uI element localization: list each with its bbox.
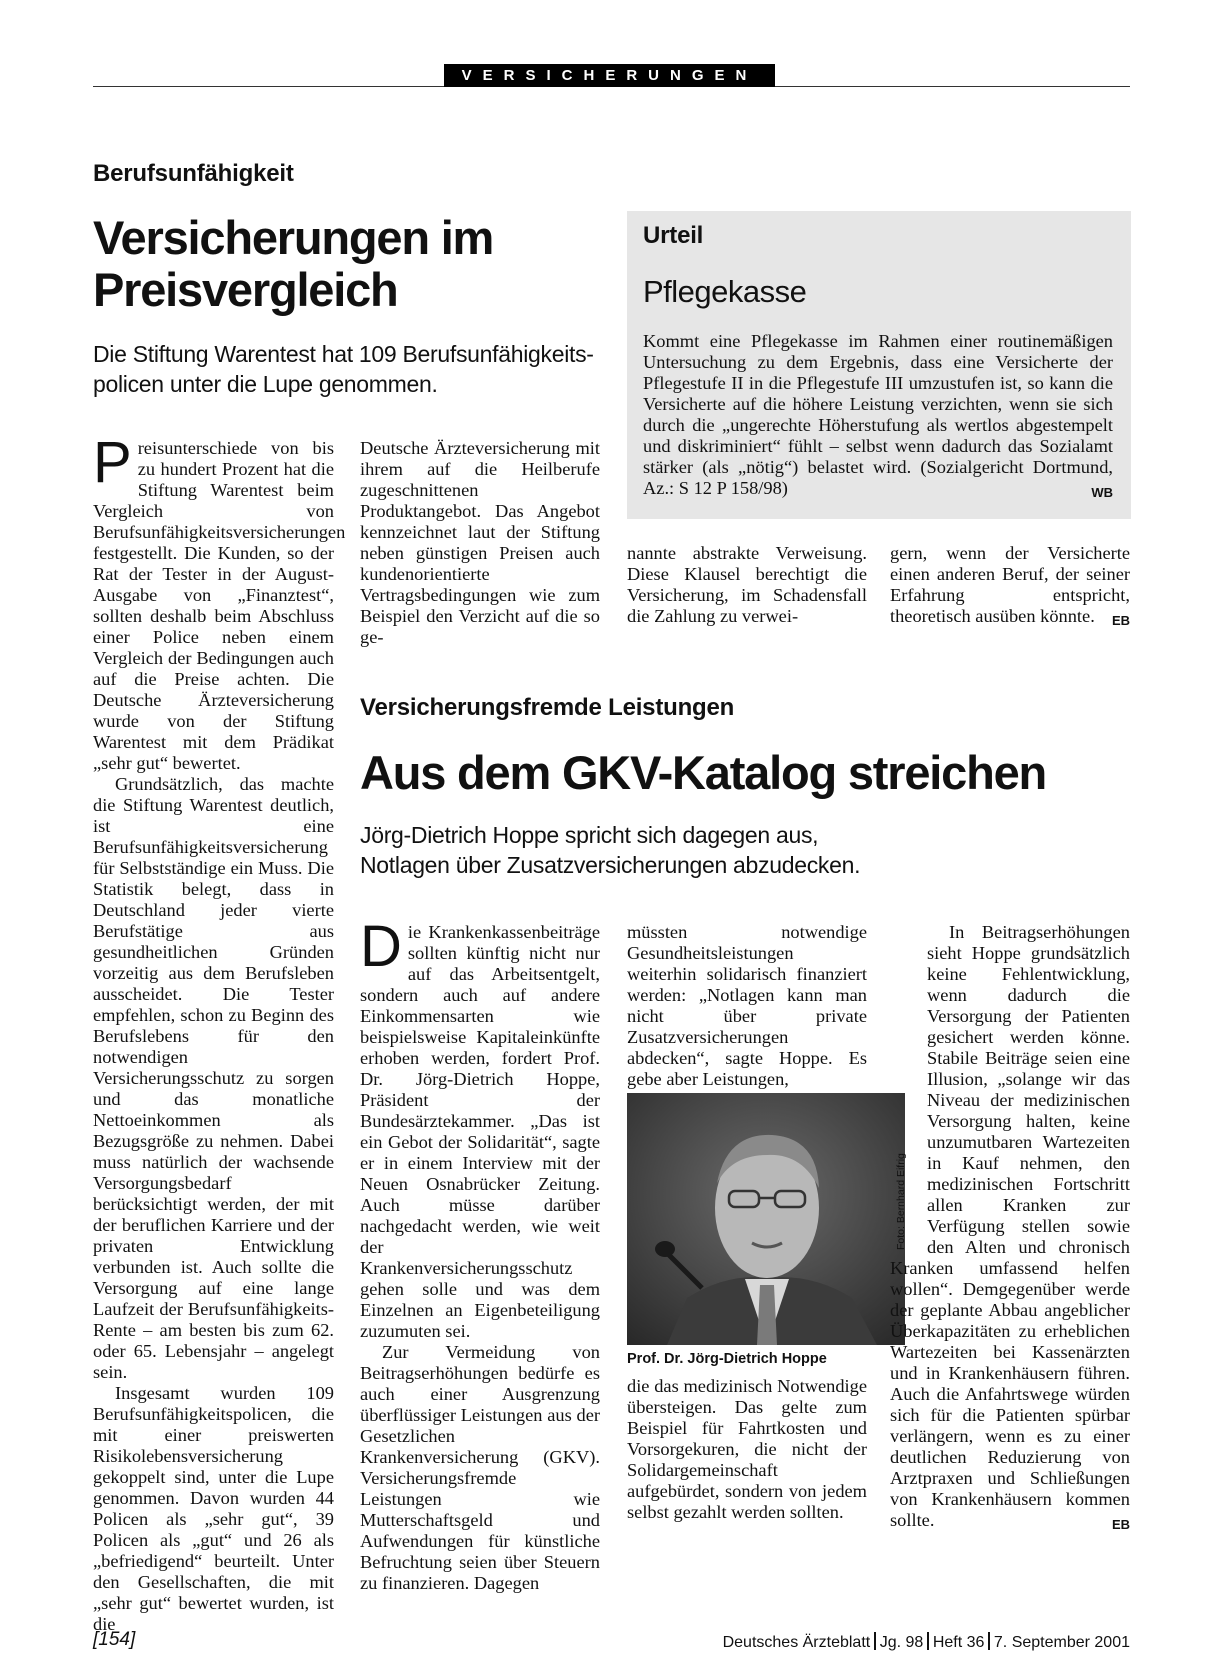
article1-kicker: Berufsunfähigkeit bbox=[93, 160, 294, 187]
article2-column-1: Die Krankenkassenbeiträge sollten künftig nicht nur auf das Arbeitsentgelt, sondern auch auf andere Einkommensarten wie beispielsweise Kapitaleinkünfte erhoben werden, fordert Prof. Dr. Jörg-Dietrich Hoppe, Präsident der Bundesärztekammer. „Das ist ein Gebot der Solidarität“, sagte er in einem Interview mit der Neuen Osnabrücker Zeitung. Auch müsse darüber nachgedacht werden, wie weit der Krankenversicherungsschutz gehen solle und was dem Einzelnen an Eigenbeteiligung zuzumuten sei. Zur Vermeidung von Beitragserhöhungen bedürfe es auch einer Ausgrenzung überflüssiger Leistungen aus der Gesetzlichen Krankenversicherung (GKV). Versicherungsfremde Leistungen wie Mutterschaftsgeld und Aufwendungen für künstliche Befruchtung seien über Steuern zu finanzieren. Dagegen bbox=[360, 914, 600, 1593]
article2-signature: EB bbox=[1111, 1517, 1130, 1532]
article2-kicker: Versicherungsfremde Leistungen bbox=[360, 694, 735, 721]
portrait-illustration bbox=[627, 1093, 905, 1345]
article1-deck: Die Stiftung Warentest hat 109 Berufsunfähigkeits- policen unter die Lupe genommen. bbox=[93, 341, 594, 397]
portrait-photo bbox=[627, 1093, 905, 1345]
article2-column-2a: müssten notwendige Gesundheitsleistungen weiterhin solidarisch finanziert werden: „Notlagen kann man nicht über private Zusatzversicherungen abdecken“, sagte Hoppe. Es gebe aber Leistungen, bbox=[627, 922, 867, 1089]
photo-wrap-spacer bbox=[890, 1069, 927, 1241]
section-label: VERSICHERUNGEN bbox=[444, 64, 775, 87]
article1-headline: Versicherungen im Preisvergleich bbox=[93, 211, 494, 316]
box-signature: WB bbox=[1091, 485, 1113, 500]
article1-column-3: nannte abstrakte Verweisung. Diese Klausel berechtigt die Versicherung, im Schadensfall die Zahlung zu verwei- bbox=[627, 543, 867, 626]
article1-signature: EB bbox=[1111, 613, 1130, 628]
photo-credit: Foto: Bernhard Eifrig bbox=[895, 1153, 907, 1250]
box-text: Kommt eine Pflegekasse im Rahmen einer routinemäßigen Untersuchung zu dem Ergebnis, dass eine Versicherte der Pflegestufe II in die Pflegestufe III umzustufen ist, so kann die Versicherte auf die höhere Leistung verzichten, wenn sie sich durch die „ungerechte Höherstufung als wertlos abgestempelt und diskriminiert“ fühlt – selbst wenn dadurch das Sozialamt stärker (als „nötig“) belastet wird. (Sozialgericht Dortmund, Az.: S 12 P 158/98) WB bbox=[643, 331, 1113, 503]
article1-column-4: gern, wenn der Versicherte einen anderen Beruf, der seiner Erfahrung entspricht, theoretisch ausüben könnte. EB bbox=[890, 543, 1130, 631]
article2-column-2b: die das medizinisch Notwendige übersteigen. Das gelte zum Beispiel für Fahrtkosten und Vorsorgekuren, die nicht der Solidargemeinschaft aufgebürdet, sondern von jedem selbst gezahlt werden sollten. bbox=[627, 1376, 867, 1522]
article1-column-1: Preisunterschiede von bis zu hundert Prozent hat die Stiftung Warentest beim Vergleich von Berufsunfähigkeitsversicherungen festgestellt. Die Kunden, so der Rat der Tester in der August-Ausgabe von „Finanztest“, sollten deshalb beim Abschluss einer Police neben einem Vergleich der Bedingungen auch auf die Preise achten. Die Deutsche Ärzteversicherung wurde von der Stiftung Warentest mit dem Prädikat „sehr gut“ bewertet. Grundsätzlich, das machte die Stiftung Warentest deutlich, ist eine Berufsunfähigkeitsversicherung für Selbstständige ein Muss. Die Statistik belegt, dass in Deutschland jeder vierte Berufstätige aus gesundheitlichen Gründen vorzeitig aus dem Berufsleben ausscheidet. Die Tester empfehlen, schon zu Beginn des Berufslebens für den notwendigen Versicherungsschutz zu sorgen und das monatliche Nettoeinkommen als Bezugsgröße zu nehmen. Dabei muss natürlich der wachsende Versorgungsbedarf berücksichtigt werden, der mit der beruflichen Karriere und der privaten Entwicklung verbunden ist. Auch sollte die Versorgung auf eine lange Laufzeit der Berufsunfähigkeits-Rente – am besten bis zum 62. oder 65. Lebensjahr – angelegt sein. Insgesamt wurden 109 Berufsunfähigkeitspolicen, die mit einer preiswerten Risikolebensversicherung gekoppelt sind, unter die Lupe genommen. Davon wurden 44 Policen als „sehr gut“, 39 Policen als „gut“ und 26 als „befriedigend“ beurteilt. Unter den Gesellschaften, die mit „sehr gut“ bewertet wurden, ist die bbox=[93, 430, 346, 1634]
page-number: [154] bbox=[93, 1629, 136, 1650]
box-kicker: Urteil bbox=[643, 222, 704, 249]
box-title: Pflegekasse bbox=[643, 274, 807, 309]
article1-column-2: Deutsche Ärzteversicherung mit ihrem auf die Heilberufe zugeschnittenen Produktangebot. Das Angebot kennzeichnet laut der Stiftung neben günstigen Preisen auch kundenorientierte Vertragsbedingungen wie zum Beispiel den Verzicht auf die so ge- bbox=[360, 438, 600, 647]
article2-column-3: In Beitragserhöhungen sieht Hoppe grundsätzlich keine Fehlentwicklung, wenn dadurch die Versorgung der Patienten gesichert werden könne. Stabile Beiträge seien eine Illusion, „solange wir das Niveau der medizinischen Versorgung halten, keine unzumutbaren Wartezeiten in Kauf nehmen, den medizinischen Fortschritt allen Kranken zur Verfügung stellen sowie den Alten und chronisch Kranken umfassend helfen wollen“. Demgegenüber werde der geplante Abbau angeblicher Überkapazitäten zu erheblichen Wartezeiten bei Kassenärzten und in Krankenhäusern führen. Auch die Anfahrtswege würden sich für die Patienten spürbar verlängern, wenn es zu einer deutlichen Reduzierung von Arztpraxen und Schließungen von Krankenhäusern kommen sollte. EB bbox=[890, 922, 1130, 1535]
article1-dropcap: P bbox=[93, 430, 132, 495]
article2-dropcap: D bbox=[360, 914, 402, 979]
article2-headline: Aus dem GKV-Katalog streichen bbox=[360, 746, 1047, 799]
photo-caption: Prof. Dr. Jörg-Dietrich Hoppe bbox=[627, 1351, 827, 1367]
article2-deck: Jörg-Dietrich Hoppe spricht sich dagegen aus, Notlagen über Zusatzversicherungen abzudecken. bbox=[360, 822, 861, 878]
footer-issue-info: Deutsches Ärzteblatt Jg. 98 Heft 36 7. September 2001 bbox=[722, 1634, 1130, 1651]
